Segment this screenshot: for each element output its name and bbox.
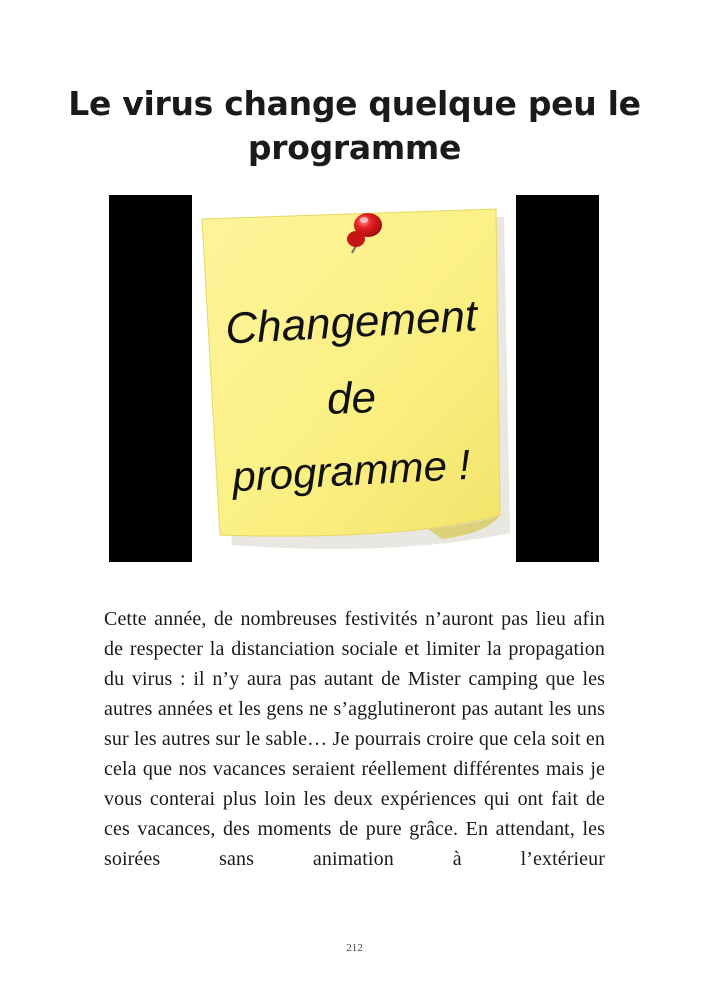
note-text-line3: programme ! bbox=[231, 440, 472, 501]
page-title: Le virus change quelque peu le programme bbox=[68, 84, 641, 167]
page-number: 212 bbox=[346, 942, 363, 954]
body-paragraph: Cette année, de nombreuses festivités n’auront pas lieu afin de respecter la distanciation sociale et limiter la propagation du virus : il n’y aura pas autant de Mister camping que les autres années et les gens ne s’agglutineront pas autant les uns sur les autres sur le sable… Je pourrais croire que cela soit en cela que nos vacances seraient réellement différentes mais je vous conterai plus loin les deux expériences qui ont fait de ces vacances, des moments de pure grâce. En attendant, les soirées sans animation à l’extérieur bbox=[104, 608, 605, 870]
sticky-note-image bbox=[109, 195, 599, 562]
note-text-line1: Changement bbox=[224, 291, 479, 354]
note-text-line2: de bbox=[326, 373, 377, 424]
sticky-note-illustration bbox=[192, 195, 516, 562]
image-white-panel bbox=[192, 195, 516, 562]
